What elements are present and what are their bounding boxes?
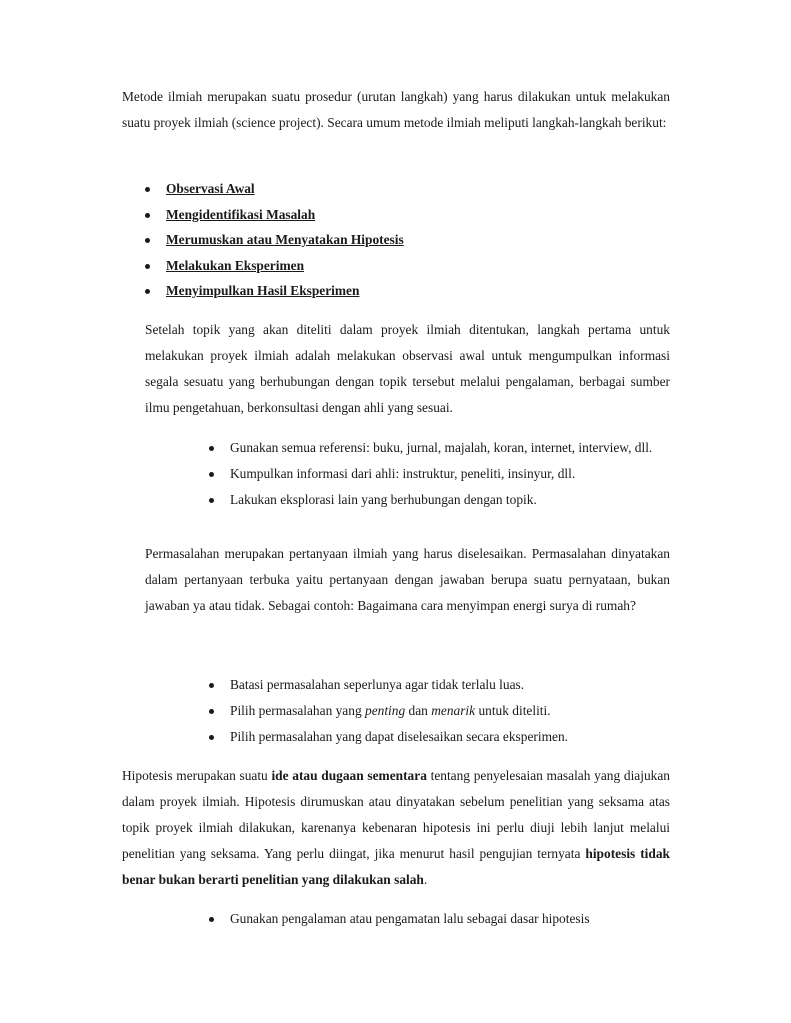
- list-item-text: [230, 703, 551, 718]
- list-item-text: Kumpulkan informasi dari ahli: instruktur, peneliti, insinyur, dll.: [230, 466, 576, 481]
- bullet-icon: [209, 498, 214, 503]
- observasi-bullets: [208, 435, 670, 513]
- bullet-icon: [145, 238, 150, 243]
- bullet-icon: [145, 187, 150, 192]
- bold-text: hipotesis tidak benar bukan berarti penelitian yang dilakukan salah: [122, 846, 670, 887]
- text-run: untuk diteliti.: [475, 703, 551, 718]
- bullet-icon: [209, 917, 214, 922]
- list-item: [208, 724, 670, 750]
- steps-list: [122, 176, 404, 304]
- hipotesis-paragraph: [122, 763, 670, 893]
- text-run: Pilih permasalahan yang: [230, 703, 365, 718]
- list-item-text: Batasi permasalahan seperlunya agar tidak terlalu luas.: [230, 677, 525, 692]
- bullet-icon: [209, 735, 214, 740]
- list-item: [208, 461, 670, 487]
- bullet-icon: [145, 213, 150, 218]
- list-item: [208, 698, 670, 724]
- bullet-icon: [209, 709, 214, 714]
- bullet-icon: [209, 683, 214, 688]
- list-item: [208, 435, 670, 461]
- step-link-hipotesis[interactable]: Merumuskan atau Menyatakan Hipotesis: [166, 232, 404, 247]
- list-item: [208, 487, 670, 513]
- bullet-icon: [209, 446, 214, 451]
- list-item-text: Gunakan semua referensi: buku, jurnal, majalah, koran, internet, interview, dll.: [230, 440, 653, 455]
- step-link-masalah[interactable]: Mengidentifikasi Masalah: [166, 206, 316, 222]
- bullet-icon: [145, 289, 150, 294]
- list-item: [122, 176, 404, 202]
- list-item-text: Gunakan pengalaman atau pengamatan lalu sebagai dasar hipotesis: [230, 911, 590, 926]
- masalah-bullets: [208, 672, 670, 750]
- text-run: tentang penyelesaian masalah yang diajukan dalam proyek ilmiah. Hipotesis dirumuskan atau dinyatakan sebelum penelitian yang seksama atas topik proyek ilmiah dilakukan, karenanya kebenaran hipotesis ini perlu diuji lebih lanjut melalui penelitian yang seksama. Yang perlu diingat, jika menurut hasil pengujian ternyata: [122, 768, 670, 861]
- intro-paragraph: Metode ilmiah merupakan suatu prosedur (urutan langkah) yang harus dilakukan untuk melakukan suatu proyek ilmiah (science project). Secara umum metode ilmiah meliputi langkah-langkah berikut:: [122, 89, 670, 130]
- masalah-paragraph: Permasalahan merupakan pertanyaan ilmiah yang harus diselesaikan. Permasalahan dinyatakan dalam pertanyaan terbuka yaitu pertanyaan dengan jawaban berupa suatu pernyataan, bukan jawaban ya atau tidak. Sebagai contoh: Bagaimana cara menyimpan energi surya di rumah?: [145, 546, 670, 613]
- list-item: [122, 227, 404, 253]
- hipotesis-bullets: [208, 906, 670, 932]
- bold-text: ide atau dugaan sementara: [271, 768, 427, 783]
- bullet-icon: [145, 264, 150, 269]
- emphasis-text: penting: [365, 703, 406, 718]
- step-link-observasi[interactable]: Observasi Awal: [166, 181, 255, 196]
- list-item: [208, 906, 670, 932]
- list-item-text: Lakukan eksplorasi lain yang berhubungan dengan topik.: [230, 492, 537, 507]
- list-item: [122, 278, 404, 304]
- observasi-paragraph: Setelah topik yang akan diteliti dalam proyek ilmiah ditentukan, langkah pertama untuk melakukan proyek ilmiah adalah melakukan observasi awal untuk mengumpulkan informasi segala sesuatu yang berhubungan dengan topik tersebut melalui pengalaman, berbagai sumber ilmu pengetahuan, berkonsultasi dengan ahli yang sesuai.: [145, 322, 670, 415]
- text-run: .: [423, 872, 428, 887]
- text-run: Hipotesis merupakan suatu: [122, 768, 272, 783]
- list-item: [122, 202, 404, 228]
- step-link-kesimpulan[interactable]: Menyimpulkan Hasil Eksperimen: [166, 283, 360, 298]
- step-link-eksperimen[interactable]: Melakukan Eksperimen: [166, 257, 305, 273]
- bullet-icon: [209, 472, 214, 477]
- emphasis-text: menarik: [431, 703, 476, 718]
- list-item-text: Pilih permasalahan yang dapat diselesaikan secara eksperimen.: [230, 729, 568, 744]
- list-item: [208, 672, 670, 698]
- list-item: [122, 253, 404, 279]
- text-run: dan: [405, 703, 432, 718]
